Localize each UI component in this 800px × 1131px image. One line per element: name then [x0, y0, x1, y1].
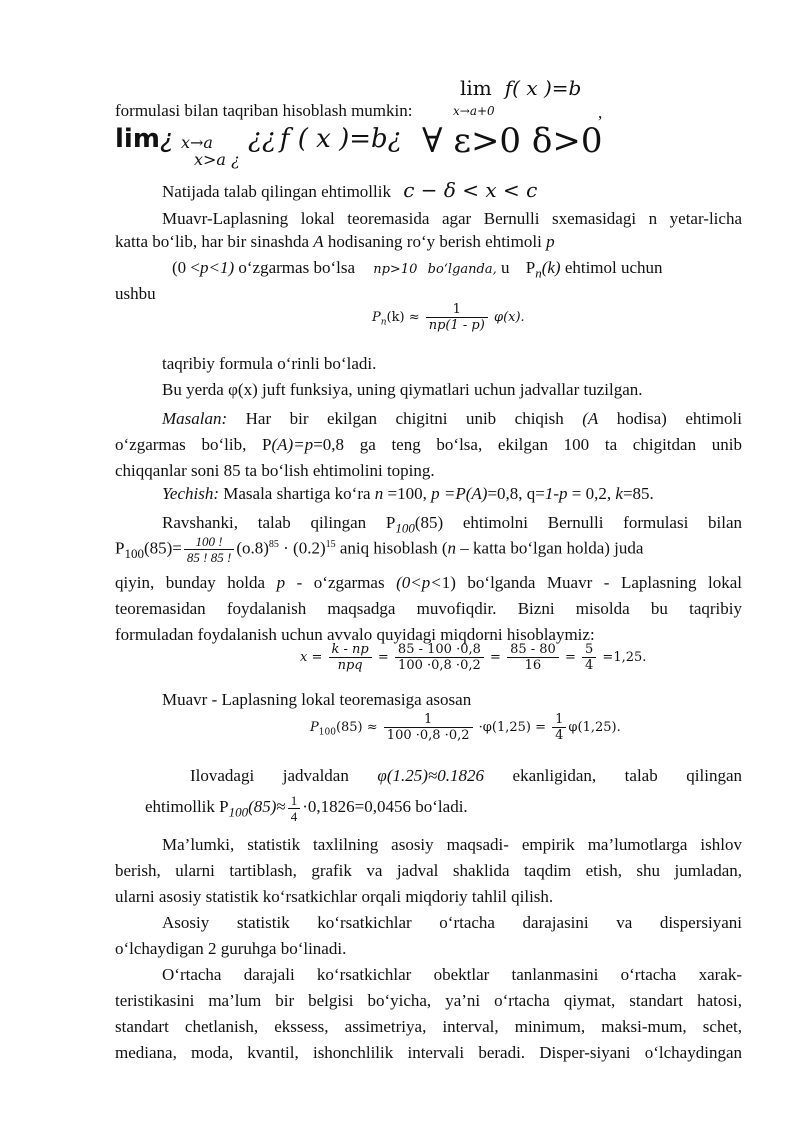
fx-f3-den: 16	[524, 658, 542, 673]
rav-P: P	[115, 538, 125, 558]
fx-eq1: =	[377, 650, 389, 665]
ilovadagi-a: Ilovadagi jadvaldan	[190, 766, 378, 785]
yechish-k: k	[615, 484, 623, 503]
rav-l3-c: (0<p<	[396, 573, 442, 592]
ravshanki-l1-sub: 100	[395, 520, 415, 536]
p100-rhs: φ(1,25).	[568, 720, 621, 735]
ilovadagi-phi: φ(1.25)≈0.1826	[377, 766, 484, 785]
rav-l3-p: p	[276, 573, 286, 592]
fx-f2-den: 100 ·0,8 ·0,2	[398, 658, 481, 673]
eht-c: ·0,1826=0,0456	[302, 797, 412, 816]
ortacha-line2: teristikasini ma’lum bir belgisi bo‘yicha, ya’ni o‘rtacha qiymat, standart hatosi,	[115, 991, 742, 1010]
masalan-l1-a: Har bir ekilgan chigitni unib chiqish	[227, 409, 583, 428]
muavr-Pn: P	[525, 258, 536, 277]
yechish-p: p	[431, 484, 440, 503]
muavr-line2	[115, 232, 555, 252]
rav-frac-den: 85 ! 85 !	[186, 550, 232, 566]
fx-result: =1,25.	[602, 650, 647, 665]
fx-f1-num: k - np	[329, 642, 372, 658]
muavr-line1: Muavr-Laplasning lokal teoremasida agar Bernulli sxemasidagi n yetar-licha	[162, 209, 742, 228]
p100-den: 100 ·0,8 ·0,2	[386, 728, 470, 743]
limit-argument: ( x )=b	[512, 76, 582, 100]
eht-f-num: 1	[288, 793, 301, 809]
forall-epsilon-delta: ∀ ε>0 δ>0	[422, 121, 603, 161]
yechish-n: n	[374, 484, 384, 503]
big-limit-rhs	[248, 124, 402, 154]
p100-f-num: 1	[552, 712, 566, 728]
fx-f1-den: npq	[337, 658, 363, 673]
yechish-label: Yechish:	[162, 484, 219, 503]
muavr-bolganda: bo‘lganda,	[427, 262, 497, 277]
muavr-k: (k)	[541, 258, 561, 277]
big-limit-sub-q: ¿	[231, 150, 240, 169]
ehtimollik-line	[145, 790, 468, 829]
muavr-line3-a: (0 <	[172, 258, 200, 277]
pn-rhs: φ(x).	[493, 310, 525, 325]
big-q2: ¿¿	[248, 124, 276, 154]
formulasi-line: formulasi bilan taqriban hisoblash mumkin:	[115, 101, 413, 120]
rav-exp2: 15	[325, 539, 336, 550]
p100-arg: (85) ≈	[335, 720, 378, 735]
natijada-text: Natijada talab qilingan ehtimollik	[162, 182, 391, 201]
fx-f4-num: 5	[582, 642, 596, 658]
muavr-u: u	[496, 258, 510, 277]
rav-eq: (85)=	[143, 538, 182, 558]
big-limit-formula	[115, 124, 174, 154]
p100-sub: 100	[318, 727, 336, 738]
pn-arg: (k) ≈	[386, 310, 420, 325]
yechish-q-val: = 0,2,	[567, 484, 616, 503]
masalan-line3: chiqqanlar soni 85 ta bo‘lish ehtimolini toping.	[115, 461, 435, 480]
bu-yerda-line: Bu yerda φ(x) juft funksiya, uning qiymatlari uchun jadvallar tuzilgan.	[162, 380, 643, 399]
yechish-n-val: =100,	[383, 484, 432, 503]
ortacha-line1: O‘rtacha darajali ko‘rsatkichlar obektlar tanlanmasini o‘rtacha xarak-	[162, 965, 742, 984]
top-limit-comma: ,	[598, 103, 603, 122]
p100-frac2	[552, 712, 566, 743]
eht-f-den: 4	[290, 808, 298, 824]
taqribiy-line: taqribiy formula o‘rinli bo‘ladi.	[162, 354, 377, 373]
muavr-asosan-line: Muavr - Laplasning lokal teoremasiga asosan	[162, 690, 472, 709]
pn-frac	[426, 302, 488, 333]
yechish-p-val: =P(A)	[439, 484, 488, 503]
big-lim: lim	[115, 124, 160, 154]
muavr-line2-b: hodisaning ro‘y berish ehtimoli	[323, 232, 547, 251]
fx-f3-num: 85 - 80	[507, 642, 559, 658]
big-limit-sub2	[194, 150, 240, 169]
ravshanki-line5: formuladan foydalanish uchun avvalo quyidagi miqdorni hisoblaymiz:	[115, 625, 595, 644]
top-limit-subscript: x→a+0	[453, 104, 495, 118]
ravshanki-line4: teoremasidan foydalanish maqsadga muvofiqdir. Bizni misolda bu taqribiy	[115, 599, 742, 618]
rav-l3-a: qiyin, bunday holda	[115, 573, 277, 592]
p100-frac	[384, 712, 473, 743]
fx-frac2	[395, 642, 484, 673]
eht-sub: 100	[228, 804, 249, 820]
rav-exp1: 85	[268, 539, 279, 550]
fx-eq2: =	[490, 650, 501, 665]
malumki-line1: Ma’lumki, statistik taxlilning asosiy maqsadi- empirik ma’lumotlarga ishlov	[162, 835, 742, 854]
p100-mid: ·φ(1,25) =	[478, 720, 546, 735]
formula-p100	[310, 712, 621, 743]
fx-f4-den: 4	[585, 658, 594, 673]
rav-rest-a: aniq hisoblash (	[335, 538, 448, 558]
muavr-np-cond: np>10	[373, 262, 418, 277]
masalan-l2-c: =0,8 ga teng bo‘lsa, ekilgan 100 ta chigitdan unib	[313, 435, 742, 454]
masalan-line1	[115, 406, 742, 432]
formula-pn	[372, 302, 525, 333]
rav-l3-d: 1) bo‘lganda Muavr - Laplasning lokal	[441, 573, 742, 592]
pn-lhs: P	[372, 310, 381, 325]
masalan-l2-b: (A)=p	[271, 435, 314, 454]
muavr-line3-b: o‘zgarmas bo‘lsa	[234, 258, 355, 277]
fx-frac3	[507, 642, 559, 673]
masalan-A: (A	[582, 409, 599, 428]
masalan-l2-a: o‘zgarmas bo‘lib, P	[115, 435, 272, 454]
ravshanki-l1-b: (85) ehtimolni Bernulli formulasi bilan	[414, 513, 742, 532]
rav-base: (o.8)	[236, 538, 269, 558]
eht-frac	[288, 793, 301, 824]
yechish-p-num: =0,8, q=	[487, 484, 545, 503]
p100-lhs: P	[310, 720, 319, 735]
fx-x: x =	[300, 650, 323, 665]
fx-f2-num: 85 - 100 ·0,8	[395, 642, 484, 658]
pn-sub: n	[380, 317, 387, 328]
big-limit-sub1: x→a	[181, 133, 213, 152]
malumki-line2: berish, ularni tartiblash, grafik va jadval shaklida taqdim etish, shu jumladan,	[115, 861, 742, 880]
pn-frac-num: 1	[426, 302, 488, 318]
eht-approx: ≈	[276, 797, 286, 816]
natijada-line	[162, 178, 537, 202]
rav-n: n	[447, 538, 457, 558]
fx-frac1	[329, 642, 372, 673]
yechish-a: Masala shartiga ko‘ra	[219, 484, 375, 503]
muavr-Pn-sub: n	[535, 265, 542, 281]
masalan-l1-b: hodisa) ehtimoli	[598, 409, 742, 428]
eht-b: (85)	[248, 797, 277, 816]
rav-P-sub: 100	[124, 546, 144, 562]
big-q3: ¿	[387, 124, 402, 154]
muavr-line3-p: p<1)	[200, 258, 235, 277]
masalan-label: Masalan:	[162, 409, 228, 428]
ilovadagi-line	[190, 766, 742, 786]
ravshanki-l1-a: Ravshanki, talab qilingan P	[162, 513, 396, 532]
muavr-line2-p: p	[546, 232, 555, 251]
muavr-line2-a: katta bo‘lib, har bir sinashda	[115, 232, 314, 251]
big-q1: ¿	[159, 124, 174, 154]
muavr-line3-c: ehtimol uchun	[560, 258, 663, 277]
malumki-line3: ularni asosiy statistik ko‘rsatkichlar orqali miqdoriy tahlil qilish.	[115, 887, 554, 906]
yechish-k-val: =85.	[622, 484, 654, 503]
rav-l3-b: - o‘zgarmas	[285, 573, 397, 592]
yechish-line	[162, 484, 654, 504]
muavr-line3	[172, 258, 742, 281]
asosiy-line2: o‘lchaydigan 2 guruhga bo‘linadi.	[115, 939, 347, 958]
formula-x	[300, 642, 646, 673]
limit-function: f	[504, 76, 513, 100]
pn-frac-den: np(1 - p)	[428, 318, 485, 333]
rav-rest-b: – katta bo‘lgan holda) juda	[456, 538, 644, 558]
p100-num: 1	[384, 712, 473, 728]
rav-frac-num: 100 !	[184, 534, 234, 550]
rav-dot: · (0.2)	[278, 538, 326, 558]
asosiy-line1: Asosiy statistik ko‘rsatkichlar o‘rtacha darajasini va dispersiyani	[162, 913, 742, 932]
ortacha-line4: mediana, moda, kvantil, ishonchlilik intervali beradi. Disper-siyani o‘lchaydingan	[115, 1043, 742, 1062]
p100-f-den: 4	[555, 728, 564, 743]
ortacha-line3: standart chetlanish, ekssess, assimetriya, interval, minimum, maksi-mum, schet,	[115, 1017, 742, 1036]
big-fx: f ( x )=b	[279, 124, 388, 154]
fx-eq3: =	[564, 650, 576, 665]
muavr-line2-A: A	[313, 232, 324, 251]
ravshanki-line2	[115, 528, 742, 571]
fx-frac4	[582, 642, 596, 673]
eht-a: ehtimollik P	[145, 797, 229, 816]
ilovadagi-b: ekanligidan, talab qilingan	[483, 766, 742, 785]
masalan-line2	[115, 432, 742, 458]
yechish-q-expr: 1-p	[544, 484, 568, 503]
ravshanki-line3	[115, 570, 742, 596]
eht-d: bo‘ladi.	[411, 797, 468, 816]
rav-frac	[184, 534, 234, 565]
natijada-inequality: c − δ < x < c	[403, 178, 538, 202]
big-limit-sub2-text: x>a	[194, 150, 226, 169]
lim-symbol: lim	[460, 76, 492, 100]
top-limit-formula	[460, 76, 581, 101]
muavr-line4: ushbu	[115, 284, 156, 303]
